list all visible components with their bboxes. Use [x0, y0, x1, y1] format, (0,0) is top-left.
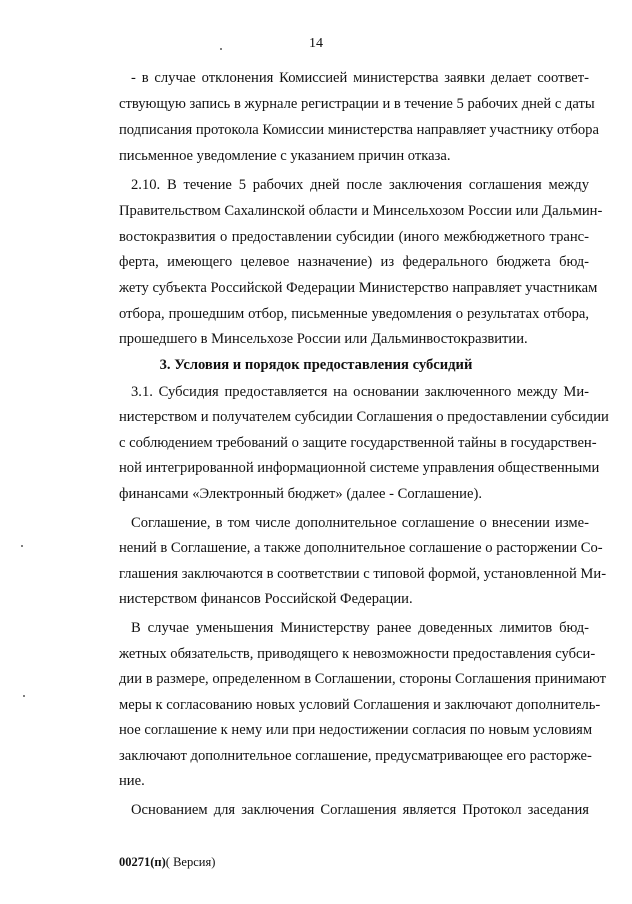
text-line: жетных обязательств, приводящего к невозможности предоставления субси- [119, 646, 596, 662]
scan-speck [220, 48, 222, 50]
text-line: меры к согласованию новых условий Соглашения и заключают дополнитель- [119, 697, 601, 713]
text-line: с соблюдением требований о защите государственной тайны в государствен- [119, 435, 597, 451]
text-line: глашения заключаются в соответствии с типовой формой, установленной Ми- [119, 566, 607, 582]
scan-speck [23, 695, 25, 697]
footer-code: 00271(п) [119, 855, 166, 869]
text-line: ствующую запись в журнале регистрации и в течение 5 рабочих дней с даты [119, 96, 595, 112]
page-number: 14 [309, 36, 323, 51]
text-line: подписания протокола Комиссии министерства направляет участнику отбора [119, 122, 599, 138]
text-line: ние. [119, 773, 145, 789]
text-line: 2.10. В течение 5 рабочих дней после заключения соглашения между [131, 177, 589, 193]
text-line: нений в Соглашение, а также дополнительное соглашение о расторжении Со- [119, 540, 603, 556]
footer-version: ( Версия) [165, 855, 216, 869]
document-footer [119, 855, 215, 870]
section-heading: 3. Условия и порядок предоставления субсидий [159, 357, 473, 373]
text-line: востокразвития о предоставлении субсидии (иного межбюджетного транс- [119, 229, 589, 245]
text-line: Основанием для заключения Соглашения является Протокол заседания [131, 802, 589, 818]
text-line: 3.1. Субсидия предоставляется на основании заключенного между Ми- [131, 384, 589, 400]
text-line: прошедшего в Минсельхозе России или Дальминвостокразвитии. [119, 331, 528, 347]
text-line: Соглашение, в том числе дополнительное соглашение о внесении изме- [131, 515, 589, 531]
text-line: ной интегрированной информационной системе управления общественными [119, 460, 600, 476]
text-line: нистерством финансов Российской Федерации. [119, 591, 413, 607]
text-line: дии в размере, определенном в Соглашении, стороны Соглашения принимают [119, 671, 607, 687]
scan-speck [21, 545, 23, 547]
text-line: ферта, имеющего целевое назначение) из федерального бюджета бюд- [119, 254, 589, 270]
text-line: заключают дополнительное соглашение, предусматривающее его расторже- [119, 748, 592, 764]
text-line: жету субъекта Российской Федерации Министерство направляет участникам [119, 280, 598, 296]
text-line: нистерством и получателем субсидии Соглашения о предоставлении субсидии [119, 409, 609, 425]
text-line: - в случае отклонения Комиссией министерства заявки делает соответ- [131, 70, 589, 86]
text-line: отбора, прошедшим отбор, письменные уведомления о результатах отбора, [119, 306, 589, 322]
text-line: ное соглашение к нему или при недостижении согласия по новым условиям [119, 722, 593, 738]
text-line: финансами «Электронный бюджет» (далее - Соглашение). [119, 486, 482, 502]
text-line: письменное уведомление с указанием причин отказа. [119, 148, 451, 164]
text-line: Правительством Сахалинской области и Минсельхозом России или Дальмин- [119, 203, 603, 219]
text-line: В случае уменьшения Министерству ранее доведенных лимитов бюд- [131, 620, 589, 636]
